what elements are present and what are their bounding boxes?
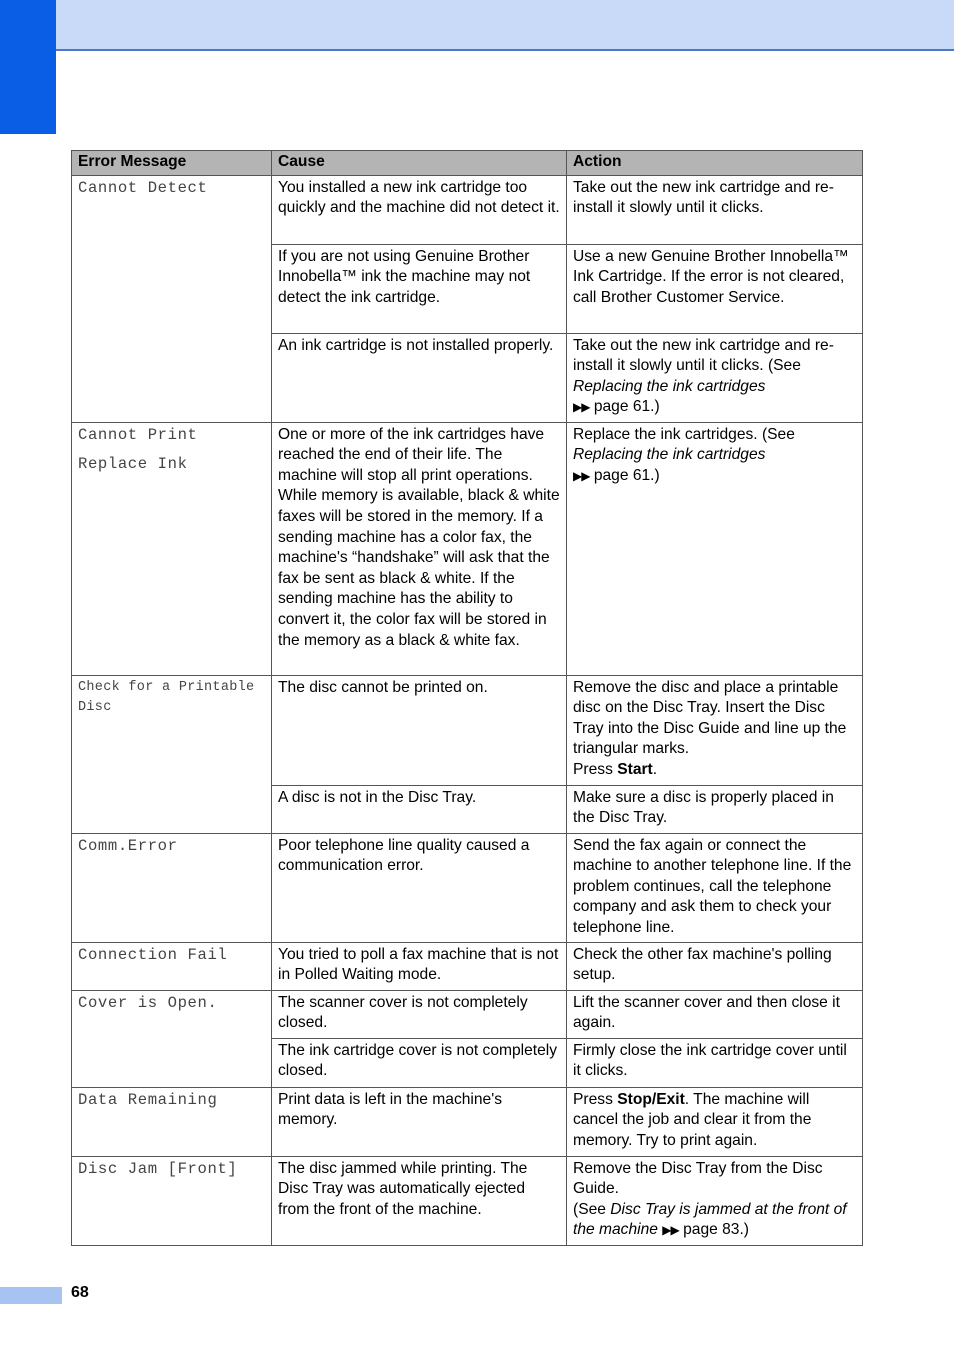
- action-cell: [567, 422, 863, 675]
- page-reference: page 83.): [683, 1221, 750, 1239]
- error-message-cell: [72, 175, 272, 422]
- action-cell: [567, 1087, 863, 1156]
- cause-cell: The disc jammed while printing. The Disc Tray was automatically ejected from the front of the machine.: [272, 1156, 567, 1245]
- double-chevron-right-icon: ▶▶: [662, 1223, 679, 1238]
- cause-cell: A disc is not in the Disc Tray.: [272, 785, 567, 833]
- action-press-label: Press: [573, 1090, 613, 1108]
- action-text: . The machine will cancel the job and clear it from the memory. Try to print again.: [573, 1090, 812, 1149]
- stop-exit-key-label: Stop/Exit: [617, 1090, 685, 1108]
- page-number: 68: [71, 1284, 89, 1301]
- table-row: [72, 422, 863, 675]
- error-message: Comm.Error: [78, 836, 178, 855]
- error-message-cell: [72, 833, 272, 942]
- footer-bar: [0, 1287, 62, 1304]
- action-text: Replace the ink cartridges. (See: [573, 425, 795, 443]
- error-message: Check for a Printable Disc: [78, 679, 255, 716]
- header-band: [0, 0, 954, 51]
- table-row: [72, 990, 863, 1038]
- error-message: Disc Jam [Front]: [78, 1159, 238, 1178]
- table-row: [72, 675, 863, 785]
- action-cell: [567, 333, 863, 422]
- cause-cell: Print data is left in the machine's memory.: [272, 1087, 567, 1156]
- page-reference: page 61.): [593, 398, 660, 416]
- table-row: [72, 1156, 863, 1245]
- table-row: [72, 833, 863, 942]
- error-message-cell: [72, 990, 272, 1087]
- cause-cell: If you are not using Genuine Brother Innobella™ ink the machine may not detect the ink cartridge.: [272, 244, 567, 333]
- cross-reference-link[interactable]: Replacing the ink cartridges: [573, 377, 766, 395]
- cause-cell: Poor telephone line quality caused a communication error.: [272, 833, 567, 942]
- cause-cell: The ink cartridge cover is not completely closed.: [272, 1038, 567, 1087]
- error-message: Connection Fail: [78, 945, 228, 964]
- chapter-tab: [0, 0, 56, 134]
- action-cell: Lift the scanner cover and then close it again.: [567, 990, 863, 1038]
- cause-cell: An ink cartridge is not installed properly.: [272, 333, 567, 422]
- action-cell: Make sure a disc is properly placed in the Disc Tray.: [567, 785, 863, 833]
- action-press-label: Press: [573, 760, 613, 778]
- error-message: Cannot Print: [78, 425, 198, 444]
- action-cell: Take out the new ink cartridge and re-install it slowly until it clicks.: [567, 175, 863, 244]
- start-key-label: Start: [617, 760, 653, 778]
- table-row: [72, 942, 863, 990]
- cause-cell: One or more of the ink cartridges have reached the end of their life. The machine will stop all print operations. While memory is available, black & white faxes will be stored in the memory. If a sending machine has a color fax, the machine's “handshake” will ask that the fax be sent as black & white. If the sending machine has the ability to convert it, the color fax will be stored in the memory as a black & white fax.: [272, 422, 567, 675]
- error-table: [71, 150, 863, 1246]
- table-row: [72, 175, 863, 244]
- action-see-label: (See: [573, 1200, 606, 1218]
- action-text: Take out the new ink cartridge and re-install it slowly until it clicks. (See: [573, 336, 834, 375]
- table-row: [72, 1087, 863, 1156]
- cross-reference-link[interactable]: Disc Tray is jammed at the front of the machine: [573, 1200, 847, 1239]
- error-message: Cannot Detect: [78, 178, 208, 197]
- action-text: Remove the disc and place a printable disc on the Disc Tray. Insert the Disc Tray into the Disc Guide and line up the triangular marks.: [573, 678, 847, 758]
- action-cell: Send the fax again or connect the machine to another telephone line. If the problem continues, call the telephone company and ask them to check your telephone line.: [567, 833, 863, 942]
- action-cell: Remove the disc and place a printable disc on the Disc Tray. Insert the Disc Tray into the Disc Guide and line up the triangular marks. Press Start.: [567, 675, 863, 785]
- cause-cell: The disc cannot be printed on.: [272, 675, 567, 785]
- header-cause: Cause: [272, 151, 567, 176]
- error-message-secondary: Replace Ink: [78, 455, 188, 474]
- error-message-cell: [72, 1156, 272, 1245]
- cause-cell: You installed a new ink cartridge too quickly and the machine did not detect it.: [272, 175, 567, 244]
- error-message-cell: [72, 1087, 272, 1156]
- double-chevron-right-icon: ▶▶: [573, 468, 590, 483]
- double-chevron-right-icon: ▶▶: [573, 400, 590, 415]
- cause-cell: The scanner cover is not completely closed.: [272, 990, 567, 1038]
- error-message-cell: [72, 422, 272, 675]
- error-message-cell: [72, 675, 272, 833]
- action-cell: Use a new Genuine Brother Innobella™ Ink Cartridge. If the error is not cleared, call Brother Customer Service.: [567, 244, 863, 333]
- action-cell: Firmly close the ink cartridge cover until it clicks.: [567, 1038, 863, 1087]
- error-message-cell: [72, 942, 272, 990]
- header-error-message: Error Message: [72, 151, 272, 176]
- error-message: Cover is Open.: [78, 993, 218, 1012]
- cross-reference-link[interactable]: Replacing the ink cartridges: [573, 446, 766, 464]
- action-cell: [567, 1156, 863, 1245]
- action-cell: Check the other fax machine's polling setup.: [567, 942, 863, 990]
- header-action: Action: [567, 151, 863, 176]
- action-text: Remove the Disc Tray from the Disc Guide.: [573, 1159, 823, 1198]
- table-header-row: [72, 151, 863, 176]
- page-reference: page 61.): [593, 466, 660, 484]
- cause-cell: You tried to poll a fax machine that is not in Polled Waiting mode.: [272, 942, 567, 990]
- error-message: Data Remaining: [78, 1090, 218, 1109]
